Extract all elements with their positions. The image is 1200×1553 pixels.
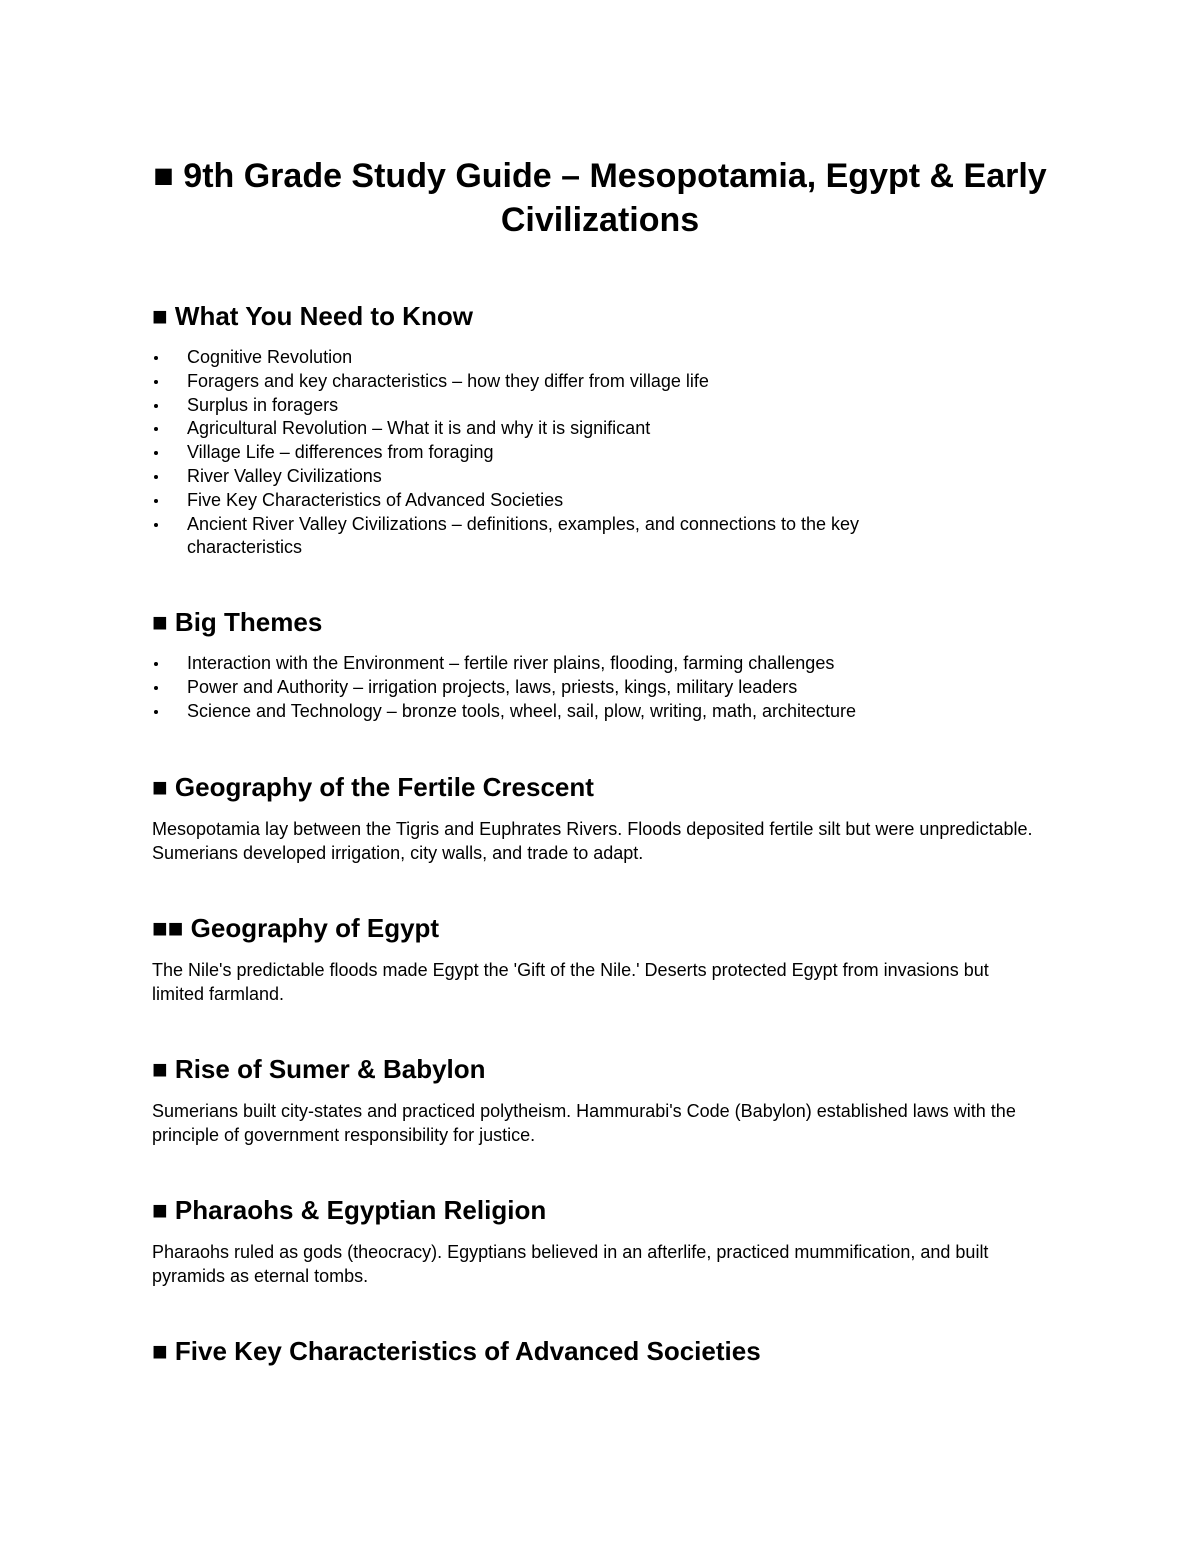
sumer-babylon-text: Sumerians built city-states and practiced polytheism. Hammurabi's Code (Babylon) established laws with the principle of government responsibility for justice. [152,1101,1016,1145]
list-item: Five Key Characteristics of Advanced Societies [152,489,1052,513]
list-item: Agricultural Revolution – What it is and why it is significant [152,417,1052,441]
egypt-geography-text: The Nile's predictable floods made Egypt the 'Gift of the Nile.' Deserts protected Egypt from invasions but limited farmland. [152,960,989,1004]
need-to-know-list [152,346,1052,560]
list-item: Village Life – differences from foraging [152,441,1052,465]
fertile-crescent-text: Mesopotamia lay between the Tigris and Euphrates Rivers. Floods deposited fertile silt but were unpredictable. Sumerians developed irrigation, city walls, and trade to adapt. [152,819,1033,863]
heading-fertile-crescent: ■ Geography of the Fertile Crescent [152,772,594,802]
list-item: Surplus in foragers [152,394,1052,418]
heading-sumer-babylon: ■ Rise of Sumer & Babylon [152,1054,486,1084]
list-item: Interaction with the Environment – fertile river plains, flooding, farming challenges [152,652,1052,676]
heading-egypt-geography: ■■ Geography of Egypt [152,913,440,943]
heading-what-you-need-to-know: ■ What You Need to Know [152,301,473,331]
heading-big-themes: ■ Big Themes [152,607,323,637]
pharaohs-text: Pharaohs ruled as gods (theocracy). Egyptians believed in an afterlife, practiced mummification, and built pyramids as eternal tombs. [152,1242,989,1286]
heading-pharaohs: ■ Pharaohs & Egyptian Religion [152,1195,547,1225]
list-item: Cognitive Revolution [152,346,1052,370]
list-item: Power and Authority – irrigation projects, laws, priests, kings, military leaders [152,676,1052,700]
list-item: Ancient River Valley Civilizations – definitions, examples, and connections to the key characteristics [152,513,1052,561]
page-title: ■ 9th Grade Study Guide – Mesopotamia, Egypt & Early Civilizations [153,157,1047,239]
big-themes-list [152,652,1052,723]
heading-five-key-characteristics: ■ Five Key Characteristics of Advanced Societies [152,1336,761,1366]
list-item: River Valley Civilizations [152,465,1052,489]
list-item: Science and Technology – bronze tools, wheel, sail, plow, writing, math, architecture [152,700,1052,724]
list-item: Foragers and key characteristics – how they differ from village life [152,370,1052,394]
